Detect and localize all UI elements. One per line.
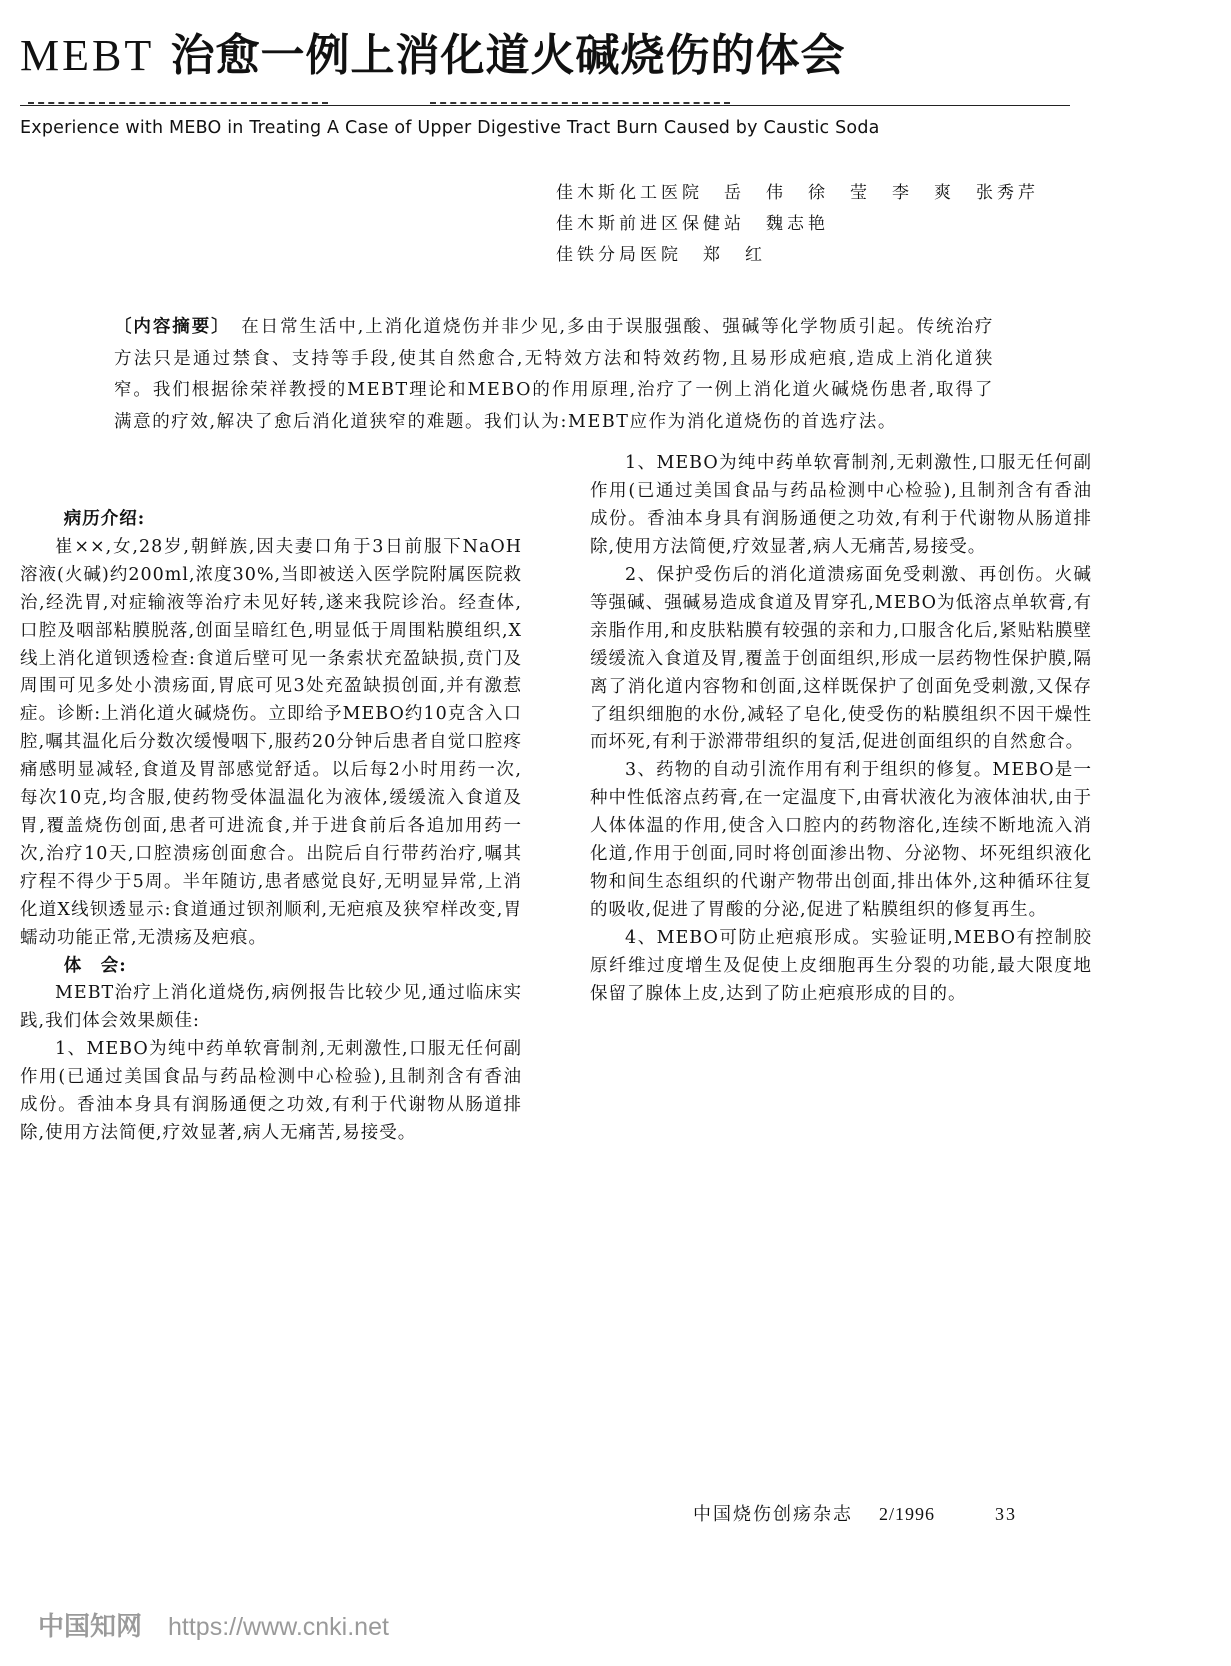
point-2: 2、保护受伤后的消化道溃疡面免受刺激、再创伤。火碱等强碱、强碱易造成食道及胃穿孔,MEBO为低溶点单软膏,有亲脂作用,和皮肤粘膜有较强的亲和力,口服含化后,紧贴粘膜壁缓缓流入食道及胃,覆盖于创面组织,形成一层药物性保护膜,隔离了消化道内容物和创面,这样既保护了创面免受刺激,又保存了组织细胞的水份,减轻了皂化,使受伤的粘膜组织不因干燥性而坏死,有利于淤滞带组织的复活,促进创面组织的自然愈合。 [590, 565, 1092, 753]
title-rule-dash-right [430, 102, 730, 110]
journal-name: 中国烧伤创疡杂志 [693, 1504, 853, 1525]
watermark-brand: 中国知网 [38, 1611, 143, 1641]
journal-issue: 2/1996 [879, 1504, 936, 1524]
english-subtitle: Experience with MEBO in Treating A Case of Upper Digestive Tract Burn Caused by Caustic Soda [20, 118, 880, 138]
right-column [590, 562, 1092, 1009]
point-1-start: 1、MEBO为纯中药单软膏制剂,无刺激性,口服无任何副作用(已通过美国食品与药品检测中心检验),且制剂含有香油成份。香油本身具有润肠通便之功效,有利于代谢物从肠道排除,使用方法简便,疗效显著,病人无痛苦,易接受。 [20, 1039, 522, 1143]
page-footer [693, 1500, 1017, 1526]
experience-heading: 体 会: [63, 955, 127, 976]
article-title [20, 28, 846, 84]
case-paragraph: 崔××,女,28岁,朝鲜族,因夫妻口角于3日前服下NaOH溶液(火碱)约200ml,浓度30%,当即被送入医学院附属医院救治,经洗胃,对症输液等治疗未见好转,遂来我院诊治。经查体,口腔及咽部粘膜脱落,创面呈暗红色,明显低于周围粘膜组织,X线上消化道钡透检查:食道后壁可见一条索状充盈缺损,贲门及周围可见多处小溃疡面,胃底可见3处充盈缺损创面,并有激惹症。诊断:上消化道火碱烧伤。立即给予MEBO约10克含入口腔,嘱其温化后分数次缓慢咽下,服药20分钟后患者自觉口腔疼痛感明显减轻,食道及胃部感觉舒适。以后每2小时用药一次,每次10克,均含服,使药物受体温温化为液体,缓缓流入食道及胃,覆盖烧伤创面,患者可进流食,并于进食前后各追加用药一次,治疗10天,口腔溃疡创面愈合。出院后自行带药治疗,嘱其疗程不得少于5周。半年随访,患者感觉良好,无明显异常,上消化道X线钡透显示:食道通过钡剂顺利,无疤痕及狭窄样改变,胃蠕动功能正常,无溃疡及疤痕。 [20, 536, 522, 948]
author-line: 佳木斯前进区保健站 魏志艳 [556, 214, 829, 234]
point-3: 3、药物的自动引流作用有利于组织的修复。MEBO是一种中性低溶点药膏,在一定温度下,由膏状液化为液体油状,由于人体体温的作用,使含入口腔内的药物溶化,连续不断地流入消化道,作用于创面,同时将创面渗出物、分泌物、坏死组织液化物和间生态组织的代谢产物带出创面,排出体外,这种循环往复的吸收,促进了胃酸的分泌,促进了粘膜组织的修复再生。 [590, 760, 1092, 920]
author-line: 佳木斯化工医院 岳 伟 徐 莹 李 爽 张秀芹 [556, 183, 1039, 203]
abstract-label: 〔内容摘要〕 [114, 317, 222, 337]
point-1-continued: 1、MEBO为纯中药单软膏制剂,无刺激性,口服无任何副作用(已通过美国食品与药品检测中心检验),且制剂含有香油成份。香油本身具有润肠通便之功效,有利于代谢物从肠道排除,使用方法简便,疗效显著,病人无痛苦,易接受。 [590, 453, 1092, 557]
page-number: 33 [995, 1504, 1018, 1524]
title-rule-dash-left [28, 102, 328, 110]
case-heading: 病历介绍: [63, 509, 146, 529]
abstract-text: 在日常生活中,上消化道烧伤并非少见,多由于误服强酸、强碱等化学物质引起。传统治疗方法只是通过禁食、支持等手段,使其自然愈合,无特效方法和特效药物,且易形成疤痕,造成上消化道狭窄。我们根据徐荣祥教授的MEBT理论和MEBO的作用原理,治疗了一例上消化道火碱烧伤患者,取得了满意的疗效,解决了愈后消化道狭窄的难题。我们认为:MEBT应作为消化道烧伤的首选疗法。 [114, 317, 994, 432]
title-latin: MEBT [20, 31, 155, 80]
experience-intro: MEBT治疗上消化道烧伤,病例报告比较少见,通过临床实践,我们体会效果颇佳: [20, 983, 522, 1032]
abstract [114, 312, 994, 438]
author-block [556, 178, 1039, 271]
cnki-watermark [38, 1606, 389, 1643]
title-cjk: 治愈一例上消化道火碱烧伤的体会 [170, 30, 846, 81]
left-column [20, 506, 522, 1143]
point-4: 4、MEBO可防止疤痕形成。实验证明,MEBO有控制胶原纤维过度增生及促使上皮细胞再生分裂的功能,最大限度地保留了腺体上皮,达到了防止疤痕形成的目的。 [590, 927, 1092, 1004]
watermark-url[interactable]: https://www.cnki.net [168, 1613, 389, 1641]
author-line: 佳铁分局医院 郑 红 [556, 245, 766, 265]
